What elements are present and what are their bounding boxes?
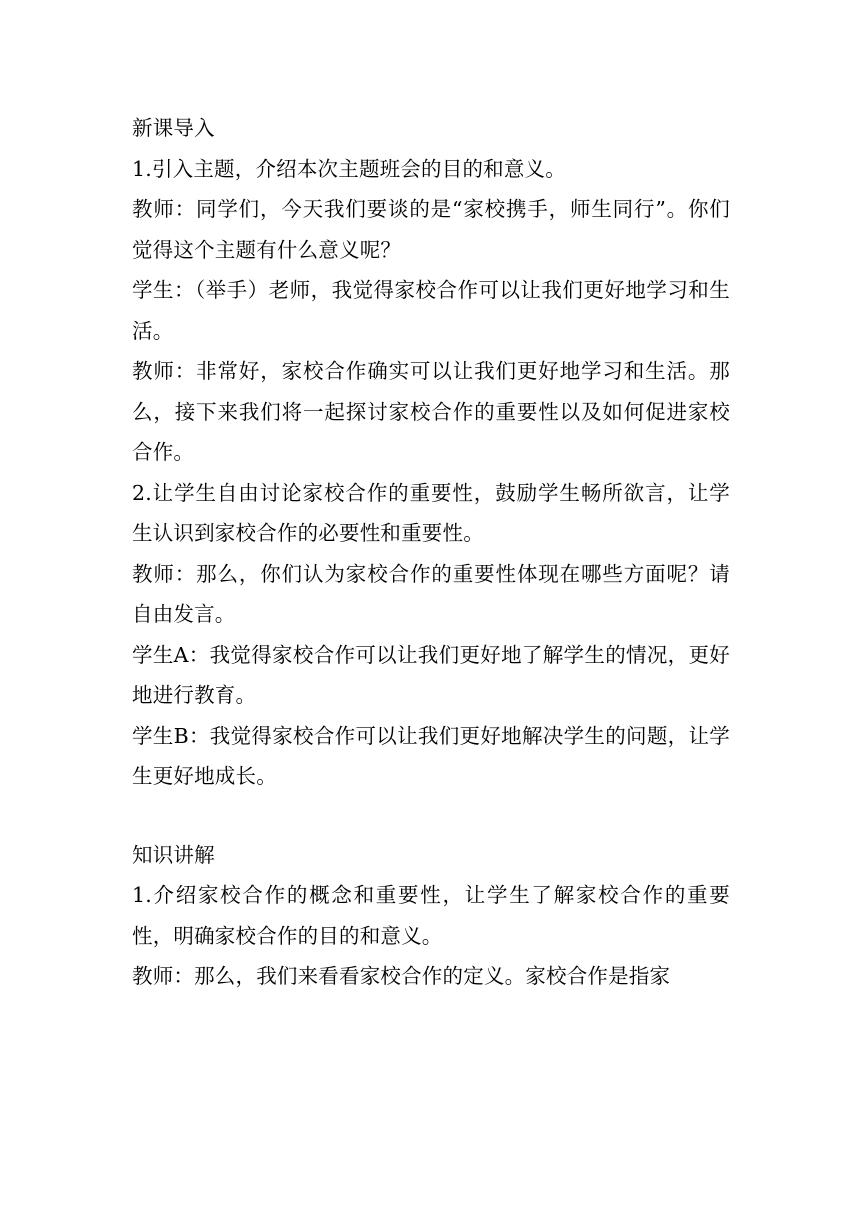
paragraph: 学生：（举手）老师，我觉得家校合作可以让我们更好地学习和生活。	[132, 278, 730, 343]
paragraph: 教师：同学们，今天我们要谈的是“家校携手，师生同行”。你们觉得这个主题有什么意义呢？	[132, 197, 730, 262]
paragraph: 教师：那么，我们来看看家校合作的定义。家校合作是指家	[132, 964, 671, 988]
section-heading: 新课导入	[132, 116, 215, 140]
section-spacer	[132, 797, 730, 835]
section-knowledge	[132, 835, 730, 997]
paragraph: 学生A：我觉得家校合作可以让我们更好地了解学生的情况，更好地进行教育。	[132, 642, 730, 707]
paragraph: 学生B：我觉得家校合作可以让我们更好地解决学生的问题，让学生更好地成长。	[132, 723, 730, 788]
document-page	[132, 108, 730, 997]
section-heading: 知识讲解	[132, 842, 215, 867]
section-intro	[132, 108, 730, 797]
paragraph: 1.引入主题，介绍本次主题班会的目的和意义。	[132, 156, 566, 181]
paragraph: 1.介绍家校合作的概念和重要性，让学生了解家校合作的重要性，明确家校合作的目的和意义。	[132, 883, 730, 948]
paragraph: 教师：那么，你们认为家校合作的重要性体现在哪些方面呢？请自由发言。	[132, 561, 730, 626]
paragraph: 教师：非常好，家校合作确实可以让我们更好地学习和生活。那么，接下来我们将一起探讨家校合作的重要性以及如何促进家校合作。	[132, 359, 730, 464]
paragraph: 2.让学生自由讨论家校合作的重要性，鼓励学生畅所欲言，让学生认识到家校合作的必要性和重要性。	[132, 480, 730, 545]
